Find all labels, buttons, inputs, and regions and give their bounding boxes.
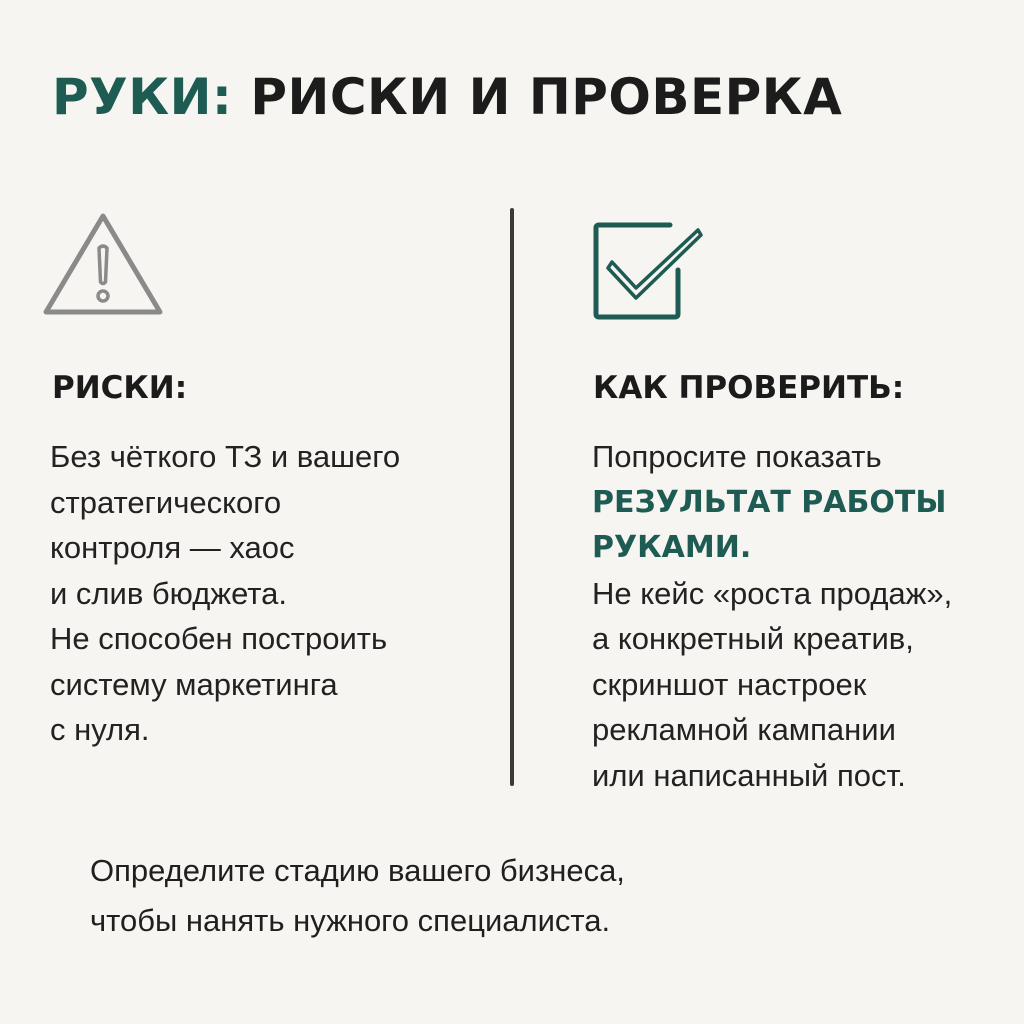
- check-intro: Попросите показать: [592, 439, 882, 474]
- page-title: [52, 62, 842, 132]
- check-highlight-line: РЕЗУЛЬТАТ РАБОТЫ: [592, 484, 947, 520]
- risks-line: с нуля.: [50, 712, 150, 747]
- warning-triangle-icon: [40, 208, 166, 318]
- check-line: рекламной кампании: [592, 712, 896, 747]
- check-line: скриншот настроек: [592, 666, 867, 702]
- checkbox-checkmark-icon: [590, 218, 706, 322]
- footer-line: чтобы нанять нужного специалиста.: [90, 903, 611, 938]
- risks-text: [50, 434, 400, 753]
- check-heading: КАК ПРОВЕРИТЬ:: [593, 370, 905, 406]
- risks-line: стратегического: [50, 484, 282, 520]
- risks-line: Без чёткого ТЗ и вашего: [50, 439, 401, 474]
- footer-line: Определите стадию вашего бизнеса,: [90, 853, 625, 888]
- check-line: а конкретный креатив,: [592, 621, 914, 656]
- risks-heading: РИСКИ:: [52, 370, 188, 406]
- title-rest: РИСКИ И ПРОВЕРКА: [250, 68, 843, 126]
- risks-line: контроля — хаос: [50, 530, 295, 565]
- footer-note: [90, 846, 625, 946]
- check-text: [592, 434, 952, 798]
- risks-line: Не способен построить: [50, 621, 388, 656]
- check-highlight-line: РУКАМИ.: [592, 530, 752, 565]
- check-line: или написанный пост.: [592, 757, 906, 793]
- column-divider: [510, 208, 514, 786]
- title-accent: РУКИ:: [52, 68, 233, 126]
- risks-line: систему маркетинга: [50, 666, 338, 702]
- risks-line: и слив бюджета.: [50, 575, 287, 611]
- check-line: Не кейс «роста продаж»,: [592, 575, 953, 611]
